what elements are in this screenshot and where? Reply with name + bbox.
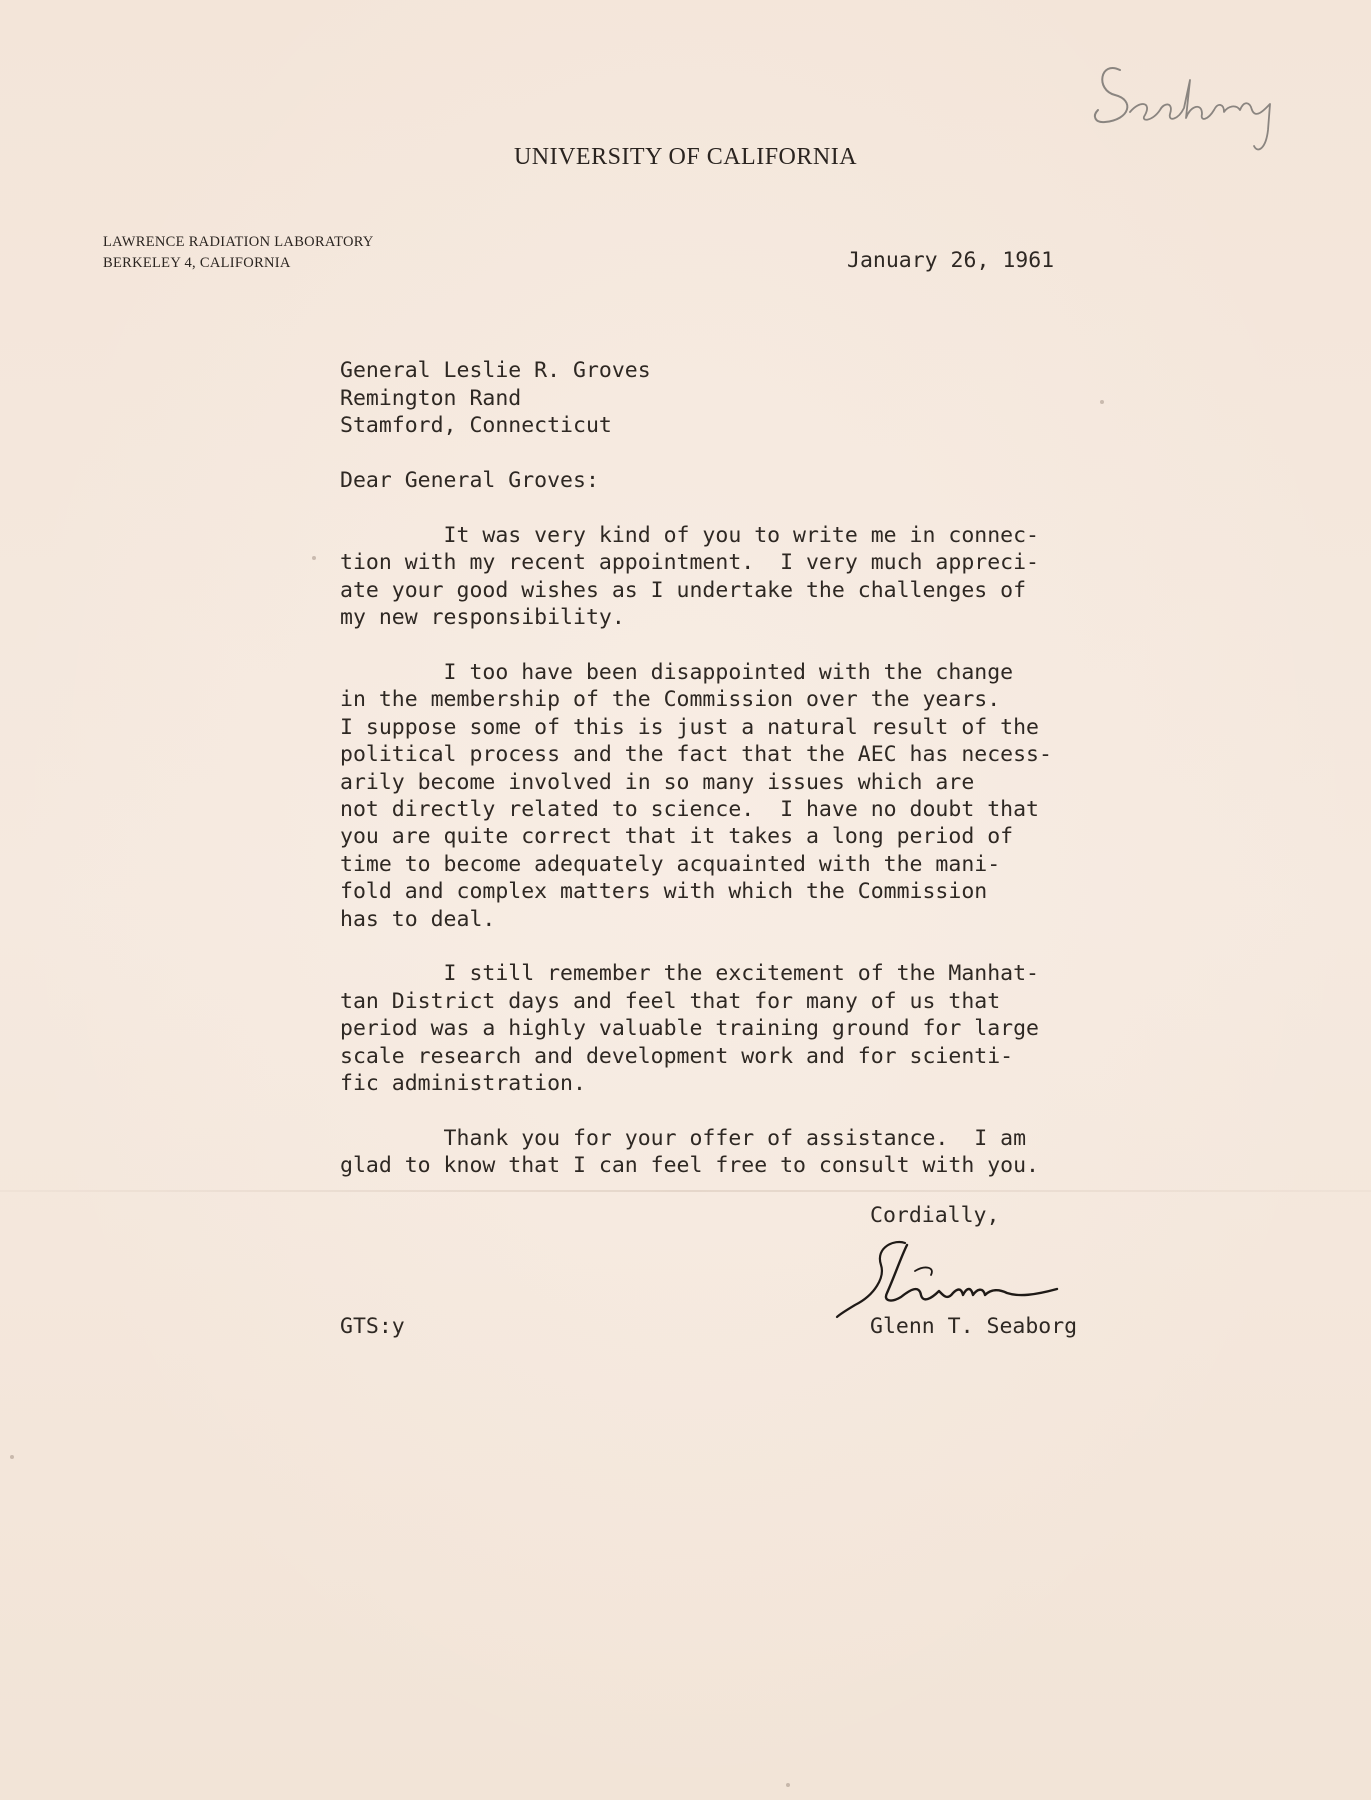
body-line: you are quite correct that it takes a long period of xyxy=(340,824,1014,850)
body-line: has to deal. xyxy=(340,906,496,932)
salutation: Dear General Groves: xyxy=(340,468,599,493)
paragraph-1 xyxy=(340,522,1120,632)
paragraph-2 xyxy=(340,659,1120,933)
body-line: ate your good wishes as I undertake the challenges of xyxy=(340,577,1027,603)
closing: Cordially, xyxy=(870,1203,1000,1228)
signature-drawing xyxy=(835,1235,1095,1325)
paper-speck xyxy=(312,556,316,560)
body-line: I suppose some of this is just a natural result of the xyxy=(340,714,1039,740)
department-line: LAWRENCE RADIATION LABORATORY xyxy=(103,234,374,250)
body-line: period was a highly valuable training ground for large xyxy=(340,1016,1039,1042)
letter-body xyxy=(340,522,1120,1207)
body-line: fold and complex matters with which the Commission xyxy=(340,879,988,905)
recipient-city: Stamford, Connecticut xyxy=(340,413,612,438)
institution-name: UNIVERSITY OF CALIFORNIA xyxy=(513,144,858,170)
handwritten-signature xyxy=(835,1235,1095,1325)
body-line: my new responsibility. xyxy=(340,605,625,631)
city-line: BERKELEY 4, CALIFORNIA xyxy=(103,255,291,271)
body-line: tan District days and feel that for many of us that xyxy=(340,988,1001,1014)
body-line: fic administration. xyxy=(340,1071,586,1097)
body-line: political process and the fact that the AEC has necess- xyxy=(340,742,1052,768)
reference-initials: GTS:y xyxy=(340,1314,405,1339)
department-address xyxy=(103,232,374,274)
paper-speck xyxy=(10,1455,14,1459)
recipient-company: Remington Rand xyxy=(340,385,522,411)
paper-speck xyxy=(786,1783,790,1787)
paper-speck xyxy=(1100,400,1104,404)
recipient-address xyxy=(340,357,651,440)
paragraph-4 xyxy=(340,1125,1120,1180)
paragraph-3 xyxy=(340,960,1120,1097)
body-line: arily become involved in so many issues which are xyxy=(340,769,975,795)
body-line: time to become adequately acquainted with the mani- xyxy=(340,851,1001,877)
body-line: Thank you for your offer of assistance. I am xyxy=(340,1125,1027,1151)
body-line: scale research and development work and for scienti- xyxy=(340,1043,1014,1069)
recipient-name: General Leslie R. Groves xyxy=(340,358,651,383)
signer-name: Glenn T. Seaborg xyxy=(870,1314,1078,1339)
body-line: in the membership of the Commission over the years. xyxy=(340,687,1001,713)
letter-date: January 26, 1961 xyxy=(847,248,1055,273)
body-line: It was very kind of you to write me in connec- xyxy=(340,523,1039,548)
body-line: tion with my recent appointment. I very much appreci- xyxy=(340,550,1039,576)
body-line: not directly related to science. I have no doubt that xyxy=(340,797,1039,823)
body-line: glad to know that I can feel free to consult with you. xyxy=(340,1153,1039,1179)
body-line: I too have been disappointed with the change xyxy=(340,660,1014,686)
body-line: I still remember the excitement of the Manhat- xyxy=(340,961,1039,987)
